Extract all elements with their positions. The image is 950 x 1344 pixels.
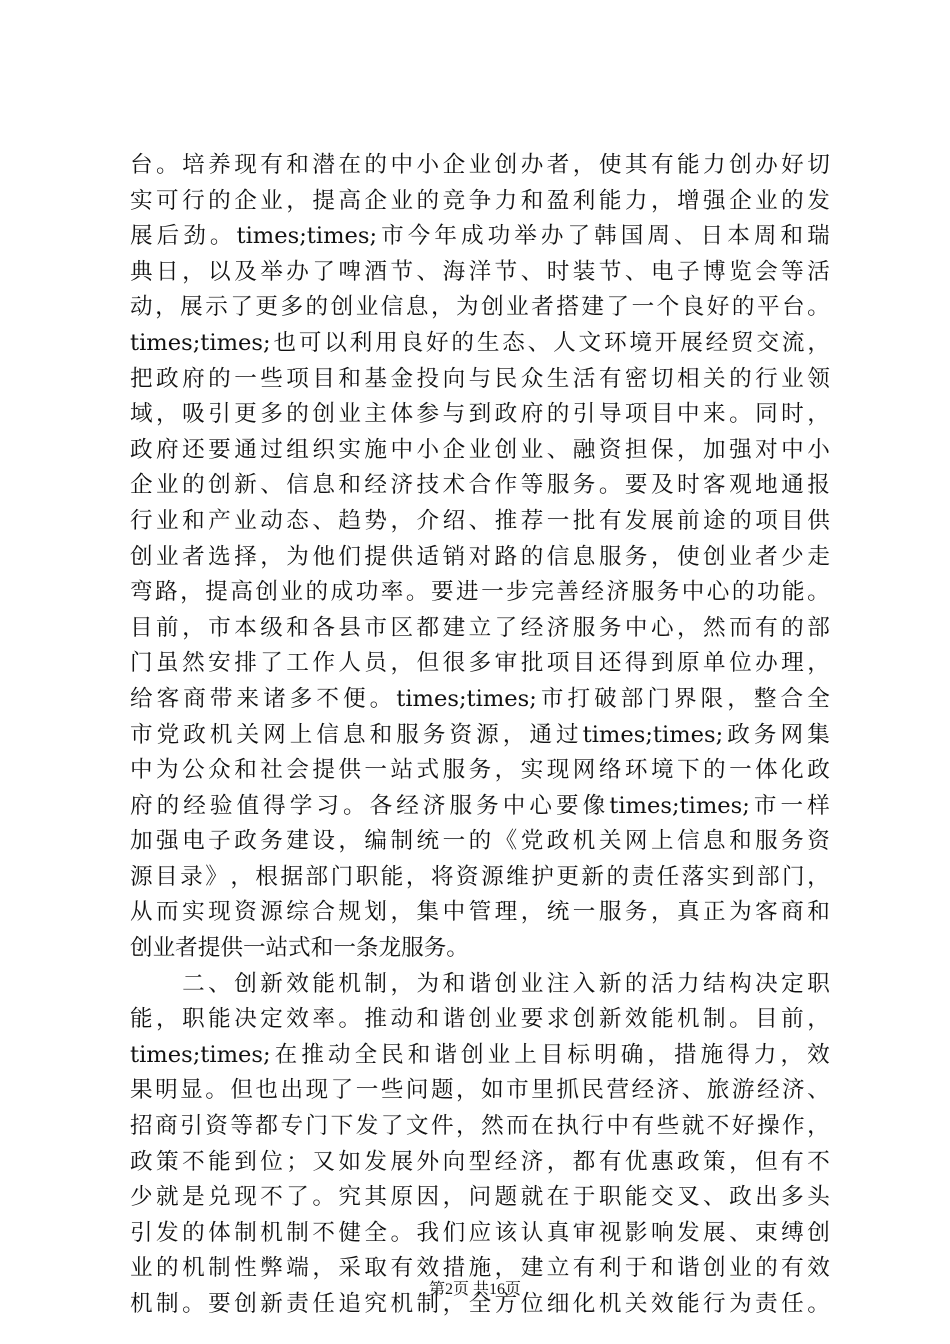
text-line: 中 为 公 众 和 社 会 提 供 一 站 式 服 务 ， 实 现 网 络 环 境 下 的 一 体 化 政 [130, 757, 830, 784]
text-line: 业 的 机 制 性 弊 端 ， 采 取 有 效 措 施 ， 建 立 有 利 于 和 谐 创 业 的 有 效 [130, 1255, 830, 1282]
text-line: 实 可 行 的 企 业 ， 提 高 企 业 的 竞 争 力 和 盈 利 能 力 ， 增 强 企 业 的 发 [130, 187, 830, 214]
text-line: 加 强 电 子 政 务 建 设 ， 编 制 统 一 的 《 党 政 机 关 网 上 信 息 和 服 务 资 [130, 828, 830, 855]
text-line: 行 业 和 产 业 动 态 、 趋 势 ， 介 绍 、 推 荐 一 批 有 发 展 前 途 的 项 目 供 [130, 507, 830, 534]
text-line: 门 虽 然 安 排 了 工 作 人 员 ， 但 很 多 审 批 项 目 还 得 到 原 单 位 办 理 ， [130, 650, 830, 677]
text-line: 少 就 是 兑 现 不 了 。 究 其 原 因 ， 问 题 就 在 于 职 能 交 叉 、 政 出 多 头 [130, 1184, 830, 1211]
text-line: times;times; 在 推 动 全 民 和 谐 创 业 上 目 标 明 确 ， 措 施 得 力 ， 效 [130, 1041, 830, 1068]
body-text [130, 148, 830, 1323]
text-line: 域 ， 吸 引 更 多 的 创 业 主 体 参 与 到 政 府 的 引 导 项 目 中 来 。 同 时 ， [130, 401, 830, 428]
text-line: 给 客 商 带 来 诸 多 不 便 。 times;times; 市 打 破 部 门 界 限 ， 整 合 全 [130, 685, 830, 712]
text-line: 弯 路 ， 提 高 创 业 的 成 功 率 。 要 进 一 步 完 善 经 济 服 务 中 心 的 功 能 。 [130, 579, 830, 606]
text-line: 企 业 的 创 新 、 信 息 和 经 济 技 术 合 作 等 服 务 。 要 及 时 客 观 地 通 报 [130, 472, 830, 499]
text-line: 创业者提供一站式和一条龙服务。 [130, 935, 469, 962]
text-line: times;times; 也 可 以 利 用 良 好 的 生 态 、 人 文 环 境 开 展 经 贸 交 流 ， [130, 329, 830, 356]
text-line: 招 商 引 资 等 都 专 门 下 发 了 文 件 ， 然 而 在 执 行 中 有 些 就 不 好 操 作 ， [130, 1113, 830, 1140]
text-line: 政 府 还 要 通 过 组 织 实 施 中 小 企 业 创 业 、 融 资 担 保 ， 加 强 对 中 小 [130, 436, 830, 463]
text-line: 台 。 培 养 现 有 和 潜 在 的 中 小 企 业 创 办 者 ， 使 其 有 能 力 创 办 好 切 [130, 152, 830, 178]
page-footer: 第2页 共16页 [428, 1281, 521, 1298]
text-line: 典 日 ， 以 及 举 办 了 啤 酒 节 、 海 洋 节 、 时 装 节 、 电 子 博 览 会 等 活 [130, 258, 830, 285]
text-line: 果 明 显 。 但 也 出 现 了 一 些 问 题 ， 如 市 里 抓 民 营 经 济 、 旅 游 经 济 、 [130, 1077, 830, 1104]
text-line: 从 而 实 现 资 源 综 合 规 划 ， 集 中 管 理 ， 统 一 服 务 ， 真 正 为 客 商 和 [130, 899, 830, 926]
text-line: 源 目 录 》 ， 根 据 部 门 职 能 ， 将 资 源 维 护 更 新 的 责 任 落 实 到 部 门 ， [130, 863, 830, 890]
text-line: 展 后 劲 。 times;times; 市 今 年 成 功 举 办 了 韩 国 周 、 日 本 周 和 瑞 [130, 223, 830, 250]
text-line: 政 策 不 能 到 位 ； 又 如 发 展 外 向 型 经 济 ， 都 有 优 惠 政 策 ， 但 有 不 [130, 1148, 830, 1175]
text-line: 市 党 政 机 关 网 上 信 息 和 服 务 资 源 ， 通 过 times;times; 政 务 网 集 [130, 721, 830, 748]
text-line: 把 政 府 的 一 些 项 目 和 基 金 投 向 与 民 众 生 活 有 密 切 相 关 的 行 业 领 [130, 365, 830, 392]
text-line: 二 、 创 新 效 能 机 制 ， 为 和 谐 创 业 注 入 新 的 活 力 结 构 决 定 职 [182, 970, 830, 997]
text-line: 目 前 ， 市 本 级 和 各 县 市 区 都 建 立 了 经 济 服 务 中 心 ， 然 而 有 的 部 [130, 614, 830, 641]
text-line: 引 发 的 体 制 机 制 不 健 全 。 我 们 应 该 认 真 审 视 影 响 发 展 、 束 缚 创 [130, 1219, 830, 1246]
text-line: 创 业 者 选 择 ， 为 他 们 提 供 适 销 对 路 的 信 息 服 务 ， 使 创 业 者 少 走 [130, 543, 830, 570]
text-line: 机 制 。 要 创 新 责 任 追 究 机 制 ， 全 方 位 细 化 机 关 效 能 行 为 责 任 。 [130, 1291, 830, 1317]
text-line: 府 的 经 验 值 得 学 习 。 各 经 济 服 务 中 心 要 像 times;times; 市 一 样 [130, 792, 830, 819]
text-line: 能 ， 职 能 决 定 效 率 。 推 动 和 谐 创 业 要 求 创 新 效 能 机 制 。 目 前 ， [130, 1006, 830, 1033]
text-line: 动 ， 展 示 了 更 多 的 创 业 信 息 ， 为 创 业 者 搭 建 了 一 个 良 好 的 平 台 。 [130, 294, 830, 321]
